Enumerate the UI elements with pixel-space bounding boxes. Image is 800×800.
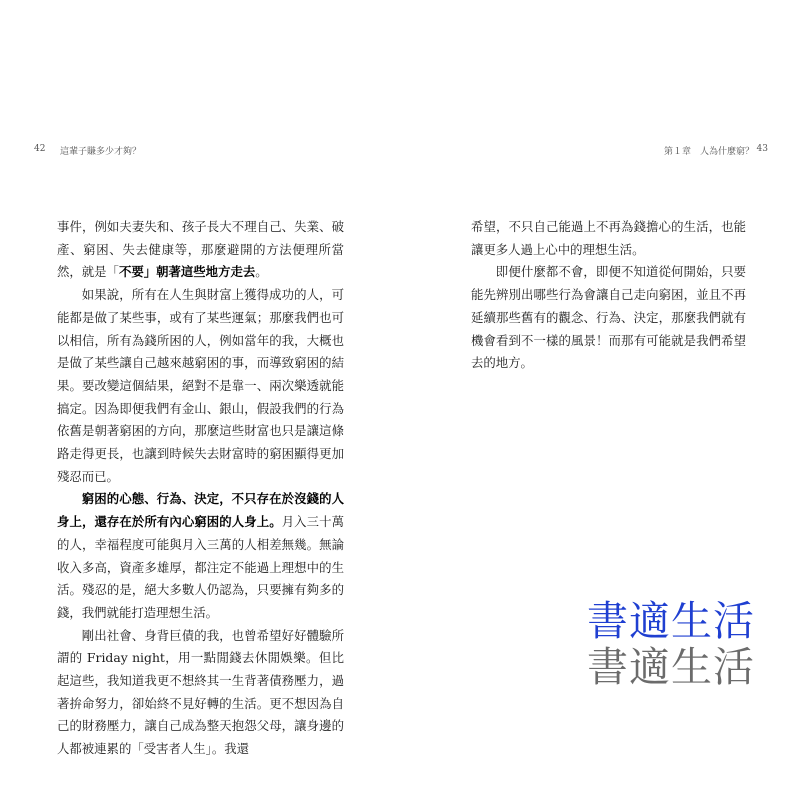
text-run: 即便什麼都不會，即便不知道從何開始，只要能先辨別出哪些行為會讓自己走向窮困，並且不再延續那些舊有的觀念、行為、決定，那麼我們就有機會看到不一樣的風景！而那有可能就是我們希望去的地方。 [471, 264, 746, 371]
text-run: 希望，不只自己能過上不再為錢擔心的生活，也能讓更多人過上心中的理想生活。 [471, 219, 746, 257]
text-run: 剛出社會、身背巨債的我，也曾希望好好體驗所謂的 Friday night，用一點閒錢去休閒娛樂。但比起這些，我知道我更不想終其一生背著債務壓力，過著拚命努力，卻始終不見好轉的生活。更不想因為自己的財務壓力，讓自己成為整天抱怨父母，讓身邊的人都被連累的「受害者人生」。我還 [57, 627, 344, 757]
paragraph [471, 261, 746, 375]
text-run: 月入三十萬的人，幸福程度可能與月入三萬的人相差無幾。無論收入多高，資產多雄厚，都注定不能過上理想中的生活。殘忍的是，絕大多數人仍認為，只要擁有夠多的錢，我們就能打造理想生活。 [57, 514, 345, 620]
text-run: 事件，例如夫妻失和、孩子長大不理自己、失業、破產、窮困、失去健康等，那麼避開的方法便理所當然，就是「 [57, 219, 344, 280]
paragraph [471, 216, 746, 261]
paragraph [57, 284, 344, 488]
right-running-title: 第１章 人為什麼窮？ [663, 147, 754, 157]
watermark-gray: 書適生活 [587, 643, 755, 691]
left-body-text [57, 216, 344, 761]
bold-text-run: 窮困的心態、行為、決定，不只存在於沒錢的人身上，還存在於所有內心窮困的人身上。 [57, 491, 344, 530]
watermark-blue: 書適生活 [587, 597, 755, 645]
left-page-number: 42 [34, 144, 46, 154]
left-running-title: 這輩子賺多少才夠？ [60, 147, 142, 157]
paragraph [57, 488, 344, 624]
right-body-text [471, 216, 746, 375]
text-run: 。 [255, 264, 268, 280]
text-run: 如果說，所有在人生與財富上獲得成功的人，可能都是做了某些事，或有了某些運氣；那麼我們也可以相信，所有為錢所困的人，例如當年的我，大概也是做了某些讓自己越來越窮困的事，而導致窮困的結果。要改變這個結果，絕對不是靠一、兩次樂透就能搞定。因為即便我們有金山、銀山，假設我們的行為依舊是朝著窮困的方向，那麼這些財富也只是讓這條路走得更長，也讓到時候失去財富時的窮困顯得更加殘忍而已。 [57, 287, 344, 484]
right-page-number: 43 [756, 144, 768, 154]
paragraph [57, 625, 344, 761]
bold-text-run: 不要」朝著這些地方走去 [118, 264, 256, 280]
paragraph [57, 216, 344, 284]
